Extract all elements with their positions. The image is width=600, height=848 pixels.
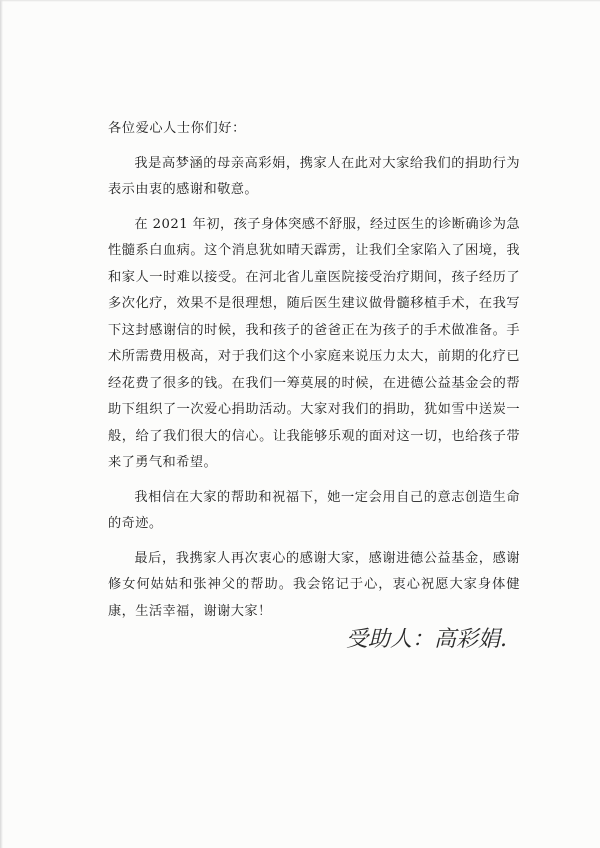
paragraph-closing: 最后，我携家人再次衷心的感谢大家，感谢进德公益基金，感谢修女何姑姑和张神父的帮助。我会铭记于心，衷心祝愿大家身体健康，生活幸福，谢谢大家！ — [108, 550, 520, 619]
letter-body — [108, 116, 520, 633]
letter-salutation: 各位爱心人士你们好： — [108, 121, 246, 136]
scan-edge-left — [0, 0, 3, 848]
paragraph-illness-story: 在 2021 年初，孩子身体突感不舒服，经过医生的诊断确诊为急性髓系白血病。这个消息犹如晴天霹雳，让我们全家陷入了困境，我和家人一时难以接受。在河北省儿童医院接受治疗期间，孩子经历了多次化疗，效果不是很理想，随后医生建议做骨髓移植手术，在我写下这封感谢信的时候，我和孩子的爸爸正在为孩子的手术做准备。手术所需费用极高，对于我们这个小家庭来说压力太大，前期的化疗已经花费了很多的钱。在我们一筹莫展的时候，在进德公益基金会的帮助下组织了一次爱心捐助活动。大家对我们的捐助，犹如雪中送炭一般，给了我们很大的信心。让我能够乐观的面对这一切，也给孩子带来了勇气和希望。 — [108, 216, 520, 470]
signature-text: 受助人：高彩娟. — [346, 627, 507, 652]
handwritten-signature — [344, 614, 524, 660]
paragraph-introduction: 我是高梦涵的母亲高彩娟，携家人在此对大家给我们的捐助行为表示由衷的感谢和敬意。 — [108, 155, 520, 197]
paragraph-belief: 我相信在大家的帮助和祝福下，她一定会用自己的意志创造生命的奇迹。 — [108, 489, 520, 531]
scan-edge-top — [0, 0, 600, 2]
